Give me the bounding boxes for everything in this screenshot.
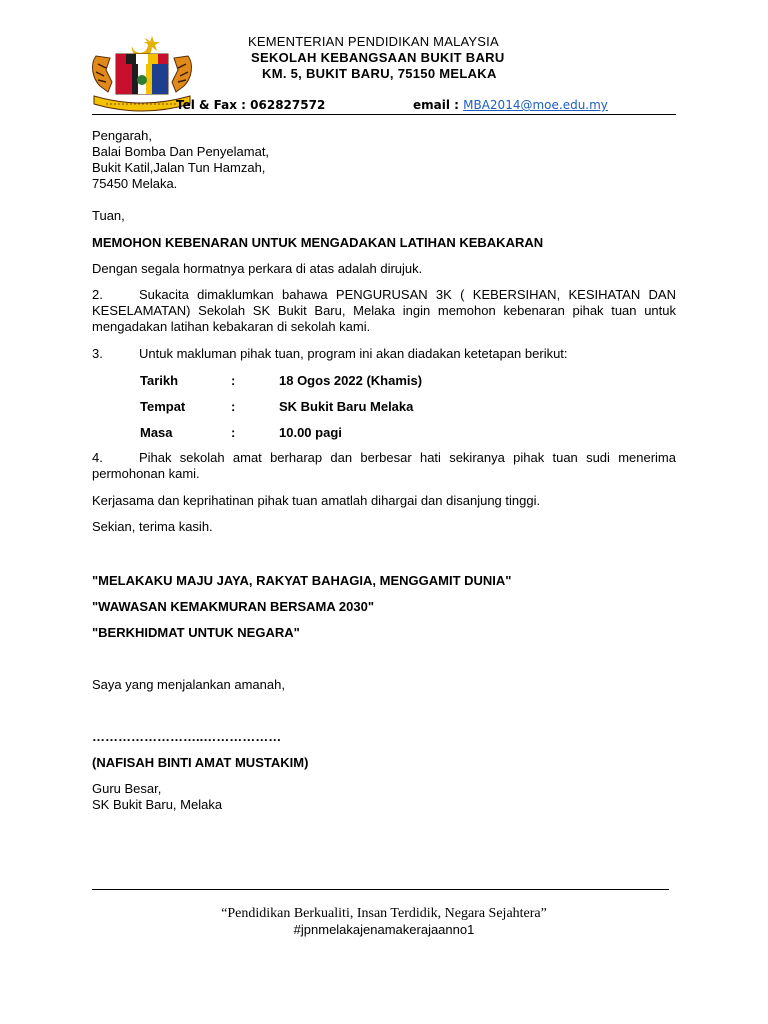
slogan-1: "MELAKAKU MAJU JAYA, RAKYAT BAHAGIA, MENGGAMIT DUNIA" <box>92 573 512 588</box>
letter-subject: MEMOHON KEBENARAN UNTUK MENGADAKAN LATIHAN KEBAKARAN <box>92 235 544 250</box>
detail-label: Masa <box>140 425 173 440</box>
signatory-name: (NAFISAH BINTI AMAT MUSTAKIM) <box>92 755 309 770</box>
recipient-line-3: Bukit Katil,Jalan Tun Hamzah, <box>92 160 266 175</box>
paragraph-3-number: 3. <box>92 346 103 361</box>
recipient-line-4: 75450 Melaka. <box>92 176 178 191</box>
paragraph-6: Sekian, terima kasih. <box>92 519 213 534</box>
email-line <box>413 98 608 113</box>
detail-colon: : <box>231 373 236 388</box>
detail-value: SK Bukit Baru Melaka <box>279 399 414 414</box>
email-label: email : <box>413 98 464 112</box>
slogan-2: "WAWASAN KEMAKMURAN BERSAMA 2030" <box>92 599 374 614</box>
signatory-school: SK Bukit Baru, Melaka <box>92 797 223 812</box>
paragraph-1: Dengan segala hormatnya perkara di atas adalah dirujuk. <box>92 261 423 276</box>
paragraph-2-number: 2. <box>92 287 103 302</box>
signature-intro: Saya yang menjalankan amanah, <box>92 677 285 692</box>
detail-value: 10.00 pagi <box>279 425 342 440</box>
footer-divider <box>92 889 669 890</box>
paragraph-5: Kerjasama dan keprihatinan pihak tuan amatlah dihargai dan disanjung tinggi. <box>92 493 541 508</box>
detail-colon: : <box>231 399 236 414</box>
school-address: KM. 5, BUKIT BARU, 75150 MELAKA <box>262 66 497 81</box>
header-divider <box>92 114 676 115</box>
paragraph-2-text: Sukacita dimaklumkan bahawa PENGURUSAN 3K ( KEBERSIHAN, KESIHATAN DAN KESELAMATAN) Sekolah SK Bukit Baru, Melaka ingin memohon kebenaran pihak tuan untuk mengadakan latihan kebakaran di sekolah kami. <box>92 287 676 334</box>
tel-fax: Tel & Fax : 062827572 <box>176 98 326 112</box>
salutation: Tuan, <box>92 208 125 223</box>
detail-label: Tarikh <box>140 373 179 388</box>
paragraph-2 <box>92 287 676 335</box>
detail-colon: : <box>231 425 236 440</box>
recipient-line-1: Pengarah, <box>92 128 152 143</box>
detail-value: 18 Ogos 2022 (Khamis) <box>279 373 423 388</box>
footer-motto: “Pendidikan Berkualiti, Insan Terdidik, Negara Sejahtera” <box>221 906 547 921</box>
email-link[interactable]: MBA2014@moe.edu.my <box>463 98 608 112</box>
paragraph-3-text: Untuk makluman pihak tuan, program ini akan diadakan ketetapan berikut: <box>139 346 568 361</box>
slogan-3: "BERKHIDMAT UNTUK NEGARA" <box>92 625 300 640</box>
signature-line: ……………………..……………… <box>92 729 282 744</box>
detail-label: Tempat <box>140 399 186 414</box>
paragraph-3 <box>92 346 568 361</box>
paragraph-4-number: 4. <box>92 450 103 465</box>
ministry-name: KEMENTERIAN PENDIDIKAN MALAYSIA <box>248 34 499 49</box>
footer-hashtag: #jpnmelakajenamakerajaanno1 <box>293 922 475 937</box>
paragraph-4-text: Pihak sekolah amat berharap dan berbesar hati sekiranya pihak tuan sudi menerima permohonan kami. <box>92 450 676 481</box>
recipient-line-2: Balai Bomba Dan Penyelamat, <box>92 144 270 159</box>
school-name: SEKOLAH KEBANGSAAN BUKIT BARU <box>251 50 505 65</box>
signatory-title: Guru Besar, <box>92 781 162 796</box>
paragraph-4 <box>92 450 676 482</box>
